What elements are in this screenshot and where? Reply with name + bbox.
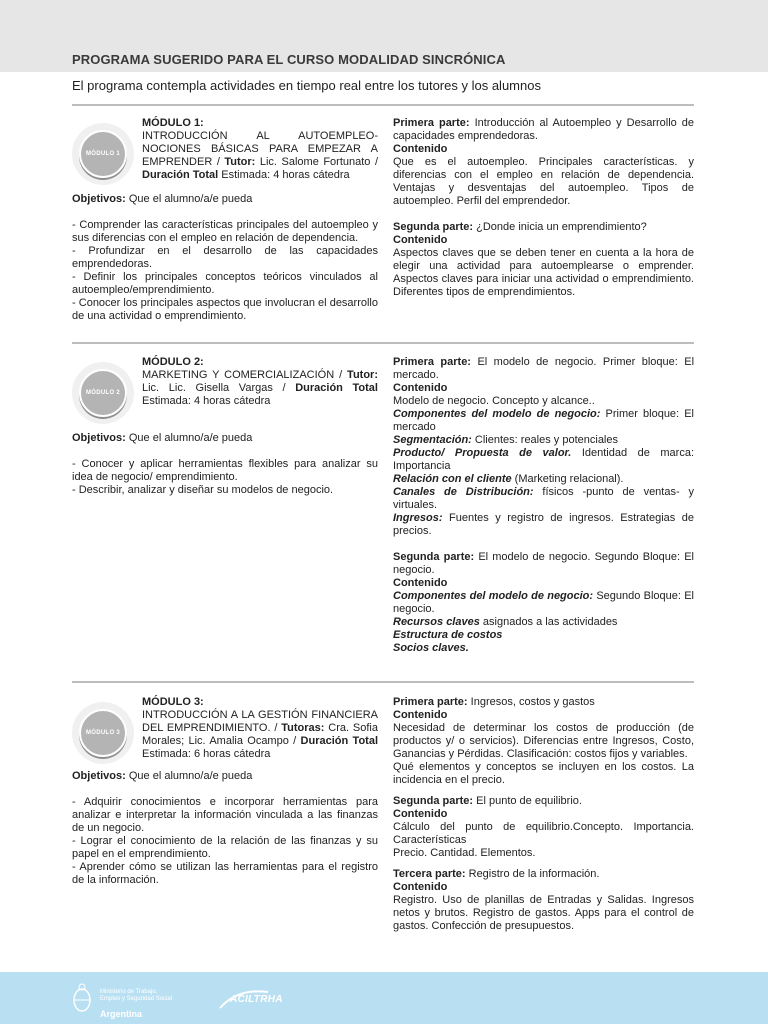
objectives-intro: Que el alumno/a/e pueda <box>128 432 253 444</box>
content-text: Precio. Cantidad. Elementos. <box>393 847 536 859</box>
item-text: asignados a las actividades <box>482 616 618 628</box>
tutor-name: Lic. Salome Fortunato <box>259 156 371 168</box>
item-label: Ingresos: <box>393 512 443 524</box>
part-heading <box>393 221 694 234</box>
module-1-header: MÓDULO 1: INTRODUCCIÓN AL AUTOEMPLEO-NOCIONES BÁSICAS PARA EMPEZAR A EMPRENDER / Tutor: Lic. Salome Fortunato / Duración Total Estimada: 4 horas cátedra <box>142 117 378 181</box>
objective-item: - Comprender las características principales del autoempleo y sus diferencias con el empleo en relación de dependencia. <box>72 219 378 244</box>
part-text: ¿Donde inicia un emprendimiento? <box>476 221 647 233</box>
module-3-content <box>393 696 694 933</box>
divider <box>72 104 694 106</box>
item-label: Segmentación: <box>393 434 472 446</box>
module-1-badge <box>72 123 134 185</box>
content-item <box>393 512 694 538</box>
item-text: físicos -punto de ventas- y virtuales. <box>393 486 694 511</box>
content-item <box>393 590 694 616</box>
content-label: Contenido <box>393 234 448 246</box>
part-heading <box>393 117 694 143</box>
objective-item: - Describir, analizar y diseñar su modelos de negocio. <box>72 484 334 496</box>
part-label: Primera parte: <box>393 696 468 708</box>
part-label: Segunda parte: <box>393 795 474 807</box>
objectives <box>72 770 378 783</box>
item-text: (Marketing relacional). <box>514 473 624 485</box>
content-label: Contenido <box>393 808 448 820</box>
objectives-label: Objetivos: <box>72 432 126 444</box>
duration-label: Duración Total <box>142 169 219 181</box>
part-heading <box>393 696 694 709</box>
part-text: El modelo de negocio. Primer bloque: El mercado. <box>393 356 695 381</box>
item-label: Componentes del modelo de negocio: <box>393 408 601 420</box>
objective-item: - Aprender cómo se utilizan las herramientas para el registro de la información. <box>72 861 378 886</box>
content-text: Modelo de negocio. Concepto y alcance.. <box>393 395 595 407</box>
tutor-name: Cra. Sofia Morales; Lic. Amalia Ocampo <box>142 722 378 747</box>
content-label: Contenido <box>393 382 448 394</box>
objectives-intro: Que el alumno/a/e pueda <box>128 770 253 782</box>
module-3-info <box>72 696 378 887</box>
ministry-line: Empleo y Seguridad Social <box>100 996 173 1002</box>
ministry-logo <box>72 980 192 1018</box>
module-title: MÓDULO 2: <box>142 356 204 368</box>
item-label: Relación con el cliente <box>393 473 512 485</box>
part-heading <box>393 551 694 577</box>
partner-logo <box>218 986 288 1012</box>
objectives-label: Objetivos: <box>72 193 126 205</box>
item-label: Componentes del modelo de negocio: <box>393 590 594 602</box>
item-label: Canales de Distribución: <box>393 486 534 498</box>
content-item <box>393 473 694 486</box>
item-label: Producto/ Propuesta de valor. <box>393 447 572 459</box>
content-label: Contenido <box>393 143 448 155</box>
tutor-name: Lic. Lic. Gisella Vargas <box>142 382 273 394</box>
item-text: Identidad de marca: Importancia <box>393 447 694 472</box>
content-text: Necesidad de determinar los costos de producción (de productos y/ o servicios). Diferencias entre Ingresos, Costo, Ganancias y Pérdidas. Clasificación: costos fijos y variables. <box>393 722 694 760</box>
item-label: Estructura de costos <box>393 629 503 641</box>
duration-value: Estimada: 4 horas cátedra <box>142 395 271 407</box>
item-text: Segundo Bloque: El negocio. <box>393 590 694 615</box>
duration-label: Duración Total <box>300 735 378 747</box>
module-2-info <box>72 356 378 497</box>
objective-item: - Profundizar en el desarrollo de las capacidades emprendedoras. <box>72 245 378 270</box>
divider <box>72 342 694 344</box>
content-item <box>393 434 694 447</box>
part-label: Primera parte: <box>393 117 470 129</box>
objectives-label: Objetivos: <box>72 770 126 782</box>
module-badge-label: MÓDULO 1 <box>79 130 127 178</box>
module-1-info <box>72 117 378 323</box>
objectives <box>72 193 378 206</box>
item-text: Primer bloque: El mercado <box>393 408 694 433</box>
page-subtitle: El programa contempla actividades en tiempo real entre los tutores y los alumnos <box>72 78 541 93</box>
module-3-header: MÓDULO 3: INTRODUCCIÓN A LA GESTIÓN FINANCIERA DEL EMPRENDIMIENTO. / Tutoras: Cra. Sofia Morales; Lic. Amalia Ocampo / Duración Total Estimada: 6 horas cátedra <box>142 696 378 760</box>
content-text: Qué elementos y conceptos se incluyen en los costos. La incidencia en el precio. <box>393 761 694 786</box>
item-text: Clientes: reales y potenciales <box>474 434 618 446</box>
item-text: Fuentes y registro de ingresos. Estrategias de precios. <box>393 512 694 537</box>
objectives-intro: Que el alumno/a/e pueda <box>128 193 253 205</box>
objective-item: - Definir los principales conceptos teóricos vinculados al autoempleo/emprendimiento. <box>72 271 378 296</box>
country-name: Argentina <box>100 1009 143 1019</box>
content-text: Cálculo del punto de equilibrio.Concepto. Importancia. Características <box>393 821 694 846</box>
part-text: Ingresos, costos y gastos <box>470 696 595 708</box>
content-text: Aspectos claves que se deben tener en cuenta a la hora de elegir una actividad para autoemplearse o emprender. Aspectos claves para iniciar una actividad o emprendimiento. Diferentes tipos de emprendimientos. <box>393 247 694 298</box>
content-label: Contenido <box>393 577 448 589</box>
item-label: Socios claves. <box>393 642 469 654</box>
page-title: PROGRAMA SUGERIDO PARA EL CURSO MODALIDAD SINCRÓNICA <box>72 52 506 67</box>
duration-value: Estimada: 6 horas cátedra <box>142 748 271 760</box>
partner-name: ACILTRHA <box>230 994 283 1005</box>
module-badge-label: MÓDULO 2 <box>79 369 127 417</box>
content-item <box>393 642 694 655</box>
module-name: INTRODUCCIÓN AL AUTOEMPLEO-NOCIONES BÁSICAS PARA EMPEZAR A EMPRENDER <box>142 130 378 168</box>
ministry-line: Ministerio de Trabajo, <box>100 989 158 995</box>
part-text: El punto de equilibrio. <box>476 795 582 807</box>
content-label: Contenido <box>393 881 448 893</box>
module-title: MÓDULO 3: <box>142 696 204 708</box>
part-heading <box>393 868 694 881</box>
module-2-content <box>393 356 694 655</box>
duration-value: Estimada: 4 horas cátedra <box>221 169 350 181</box>
objective-item: - Adquirir conocimientos e incorporar herramientas para analizar e interpretar la información vinculada a las finanzas de un negocio. <box>72 796 378 834</box>
module-name: INTRODUCCIÓN A LA GESTIÓN FINANCIERA DEL EMPRENDIMIENTO. <box>142 709 378 734</box>
divider <box>72 681 694 683</box>
content-text: Registro. Uso de planillas de Entradas y Salidas. Ingresos netos y brutos. Registro de gastos. Apps para el control de gastos. Confección de presupuestos. <box>393 894 694 932</box>
coat-of-arms-icon <box>72 982 92 1014</box>
module-1-content <box>393 117 694 299</box>
tutor-label: Tutoras: <box>281 722 325 734</box>
module-2-badge <box>72 362 134 424</box>
part-label: Primera parte: <box>393 356 471 368</box>
part-text: El modelo de negocio. Segundo Bloque: El negocio. <box>393 551 694 576</box>
part-heading <box>393 795 694 808</box>
part-label: Tercera parte: <box>393 868 466 880</box>
module-2-header: MÓDULO 2: MARKETING Y COMERCIALIZACIÓN / Tutor: Lic. Lic. Gisella Vargas / Duración Total Estimada: 4 horas cátedra <box>142 356 378 407</box>
ministry-name <box>100 989 172 1003</box>
tutor-label: Tutor: <box>347 369 378 381</box>
part-heading <box>393 356 694 382</box>
part-text: Registro de la información. <box>468 868 600 880</box>
objective-item: - Conocer los principales aspectos que involucran el desarrollo de una actividad o emprendimiento. <box>72 297 378 322</box>
content-item <box>393 447 694 473</box>
content-item <box>393 408 694 434</box>
item-label: Recursos claves <box>393 616 480 628</box>
module-badge-label: MÓDULO 3 <box>79 709 127 757</box>
part-label: Segunda parte: <box>393 551 475 563</box>
objective-item: - Conocer y aplicar herramientas flexibles para analizar su idea de negocio/ emprendimiento. <box>72 458 378 483</box>
part-label: Segunda parte: <box>393 221 474 233</box>
objective-item: - Lograr el conocimiento de la relación de las finanzas y su papel en el emprendimiento. <box>72 835 378 860</box>
content-item <box>393 629 694 642</box>
content-item <box>393 486 694 512</box>
content-item <box>393 616 694 629</box>
objectives <box>72 432 378 445</box>
duration-label: Duración Total <box>295 382 378 394</box>
footer <box>0 972 768 1024</box>
module-title: MÓDULO 1: <box>142 117 204 129</box>
tutor-label: Tutor: <box>224 156 256 168</box>
module-name: MARKETING Y COMERCIALIZACIÓN <box>142 369 335 381</box>
content-text: Que es el autoempleo. Principales características. y diferencias con el empleo en relación de dependencia. Ventajas y desventajas del autoempleo. Tipos de autoempleo. Perfil del emprendedor. <box>393 156 694 207</box>
content-label: Contenido <box>393 709 448 721</box>
part-text: Introducción al Autoempleo y Desarrollo de capacidades emprendedoras. <box>393 117 695 142</box>
module-3-badge <box>72 702 134 764</box>
